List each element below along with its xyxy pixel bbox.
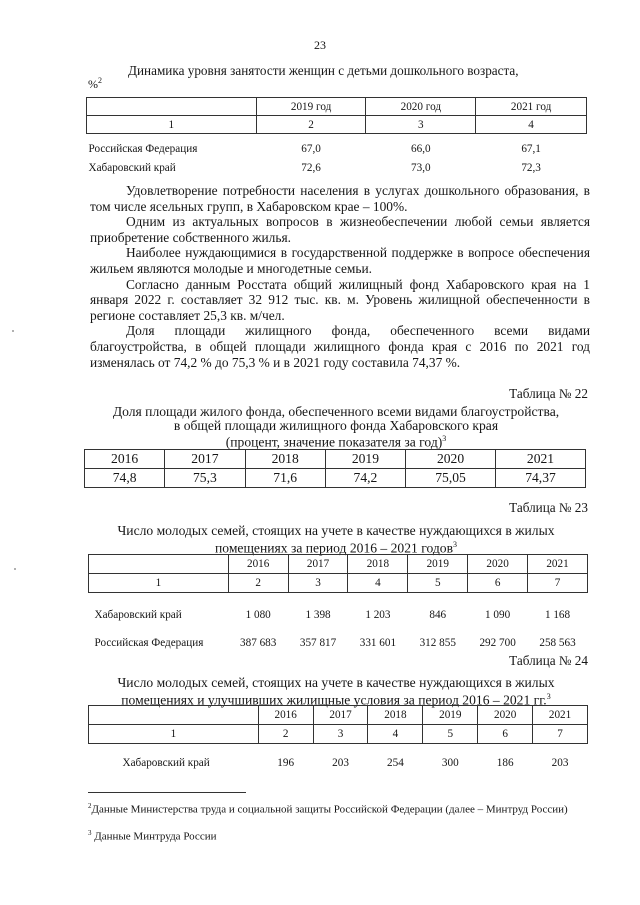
table-header-cell: 2021 год <box>476 98 587 116</box>
table-cell: 67,1 <box>521 142 541 155</box>
table-cell: 2 <box>228 574 288 593</box>
body-text <box>90 183 590 370</box>
table-cell: 7 <box>533 725 588 744</box>
row-label: Российская Федерация <box>94 637 204 649</box>
footnote-ref: 3 <box>546 691 551 701</box>
employment-table <box>86 97 587 177</box>
table-cell: 1 080 <box>245 609 271 621</box>
table-row <box>85 469 586 488</box>
table-cell: 7 <box>528 574 588 593</box>
table-header-row <box>89 706 588 725</box>
year-cell: 2018 <box>245 450 325 469</box>
table-cell: 186 <box>496 757 514 769</box>
value-cell: 74,2 <box>325 469 405 488</box>
table-cell: 1 <box>89 725 259 744</box>
year-cell: 2016 <box>258 706 313 725</box>
table-cell: 331 601 <box>359 637 397 649</box>
table-row <box>89 631 588 655</box>
table-cell: 72,3 <box>521 161 541 174</box>
year-cell: 2020 <box>406 450 496 469</box>
table-header-cell <box>87 98 257 116</box>
year-cell: 2017 <box>313 706 368 725</box>
table-cell: 2 <box>258 725 313 744</box>
row-label: Хабаровский край <box>88 161 176 174</box>
caption-line: (процент, значение показателя за год)$^3$ <box>225 434 447 450</box>
table-cell: 4 <box>476 116 587 134</box>
year-cell: 2017 <box>165 450 245 469</box>
scan-mark <box>12 330 14 332</box>
scan-mark <box>14 568 16 570</box>
table-cell: 1 <box>89 574 229 593</box>
table-header-row <box>85 450 586 469</box>
value-cell: 74,8 <box>85 469 165 488</box>
row-label: Хабаровский край <box>94 609 182 621</box>
table-24 <box>88 705 588 778</box>
table-row <box>87 158 587 177</box>
year-cell: 2018 <box>348 555 408 574</box>
year-cell: 2018 <box>368 706 423 725</box>
value-cell: 75,05 <box>406 469 496 488</box>
caption-line: Число молодых семей, стоящих на учете в качестве нуждающихся в жилых <box>117 523 555 538</box>
table-cell: 72,6 <box>301 161 321 174</box>
table-header-cell <box>89 706 259 725</box>
table-cell: 3 <box>366 116 476 134</box>
table-cell: 5 <box>408 574 468 593</box>
table-header-cell: 2020 год <box>366 98 476 116</box>
table-cell: 292 700 <box>479 637 516 649</box>
table-cell: 4 <box>348 574 408 593</box>
caption-line: Число молодых семей, стоящих на учете в качестве нуждающихся в жилых <box>117 675 555 690</box>
footnote-divider <box>88 792 246 793</box>
table-numbering-row <box>89 725 588 744</box>
table-cell: 1 168 <box>544 609 571 621</box>
year-cell: 2021 <box>528 555 588 574</box>
caption-line: в общей площади жилищного фонда Хабаровского края <box>173 417 499 433</box>
table-cell: 5 <box>423 725 478 744</box>
value-cell: 74,37 <box>496 469 586 488</box>
table-22-number: Таблица № 22 <box>509 386 588 401</box>
table-header-cell <box>89 555 229 574</box>
table-cell: 1 090 <box>485 609 511 621</box>
table-row <box>87 134 587 159</box>
caption-line: помещениях и улучшивших жилищные условия за период 2016 – 2021 гг.$^3$ <box>121 691 551 708</box>
year-cell: 2017 <box>288 555 348 574</box>
table-cell: 203 <box>332 757 349 769</box>
year-cell: 2016 <box>228 555 288 574</box>
row-label: Хабаровский край <box>122 757 210 769</box>
table-header-row <box>87 98 587 116</box>
table-cell: 357 817 <box>299 637 337 649</box>
year-cell: 2019 <box>408 555 468 574</box>
intro-unit: %$^2$ <box>88 76 102 91</box>
intro-text: Динамика уровня занятости женщин с детьми дошкольного возраста, <box>128 63 519 78</box>
footnote-ref: 3 <box>453 539 457 549</box>
table-cell: 254 <box>387 757 404 769</box>
table-22-caption <box>80 405 592 449</box>
year-cell: 2020 <box>468 555 528 574</box>
footnote: $^3$ Данные Минтруда России <box>88 829 217 843</box>
table-cell: 258 563 <box>539 637 576 649</box>
value-cell: 71,6 <box>245 469 325 488</box>
table-header-row <box>89 555 588 574</box>
paragraph: Одним из актуальных вопросов в жизнеобеспечении любой семьи является приобретение собственного жилья. <box>90 214 590 245</box>
paragraph: Доля площади жилищного фонда, обеспеченного всеми видами благоустройства, в общей площади жилищного фонда края с 2016 по 2021 год изменялась от 74,2 % до 75,3 % и в 2021 году составила 74,37 %. <box>90 323 590 370</box>
table-23-number: Таблица № 23 <box>509 500 588 515</box>
table-numbering-row <box>87 116 587 134</box>
table-cell: 2 <box>256 116 366 134</box>
footnote-ref: 3 <box>442 434 447 443</box>
table-cell: 67,0 <box>301 142 321 155</box>
table-header-cell: 2019 год <box>256 98 366 116</box>
table-cell: 1 203 <box>365 609 391 621</box>
table-cell: 387 683 <box>240 637 277 649</box>
table-cell: 196 <box>277 757 295 769</box>
employment-table-intro <box>88 63 588 91</box>
table-cell: 1 398 <box>305 609 331 621</box>
table-cell: 3 <box>288 574 348 593</box>
caption-line: Доля площади жилого фонда, обеспеченного всеми видами благоустройства, <box>112 404 560 419</box>
page-number: 23 <box>314 38 326 52</box>
table-cell: 3 <box>313 725 368 744</box>
footnote-ref: 2 <box>98 76 102 85</box>
year-cell: 2019 <box>423 706 478 725</box>
caption-line: помещениях за период 2016 – 2021 годов$^3$ <box>215 539 457 556</box>
table-numbering-row <box>89 574 588 593</box>
table-cell: 6 <box>468 574 528 593</box>
table-24-caption <box>80 676 592 707</box>
table-cell: 1 <box>87 116 257 134</box>
table-cell: 66,0 <box>411 142 431 155</box>
table-row <box>89 744 588 779</box>
table-23 <box>88 554 588 655</box>
year-cell: 2020 <box>478 706 533 725</box>
table-cell: 300 <box>441 757 459 769</box>
year-cell: 2021 <box>533 706 588 725</box>
table-cell: 6 <box>478 725 533 744</box>
table-23-caption <box>80 524 592 555</box>
paragraph: Согласно данным Росстата общий жилищный фонд Хабаровского края на 1 января 2022 г. составляет 32 912 тыс. кв. м. Уровень жилищной обеспеченности в регионе составляет 25,3 кв. м/чел. <box>90 276 590 323</box>
table-cell: 846 <box>429 609 447 621</box>
paragraph: Удовлетворение потребности населения в услугах дошкольного образования, в том числе ясельных групп, в Хабаровском крае – 100%. <box>90 183 590 214</box>
year-cell: 2019 <box>325 450 405 469</box>
table-22 <box>84 449 586 488</box>
table-cell: 4 <box>368 725 423 744</box>
year-cell: 2021 <box>496 450 586 469</box>
value-cell: 75,3 <box>165 469 245 488</box>
footnote-ref: 3 <box>88 829 92 837</box>
footnote-ref: 2 <box>88 802 92 810</box>
table-24-number: Таблица № 24 <box>509 653 588 668</box>
row-label: Российская Федерация <box>88 142 198 155</box>
year-cell: 2016 <box>85 450 165 469</box>
table-cell: 203 <box>551 757 569 769</box>
footnote: $^2$Данные Министерства труда и социальной защиты Российской Федерации (далее – Минтруд России) <box>88 802 568 816</box>
paragraph: Наиболее нуждающимися в государственной поддержке в вопросе обеспечения жильем являются молодые и многодетные семьи. <box>90 245 590 276</box>
table-row <box>89 593 588 632</box>
table-cell: 312 855 <box>419 637 456 649</box>
table-cell: 73,0 <box>411 161 431 174</box>
